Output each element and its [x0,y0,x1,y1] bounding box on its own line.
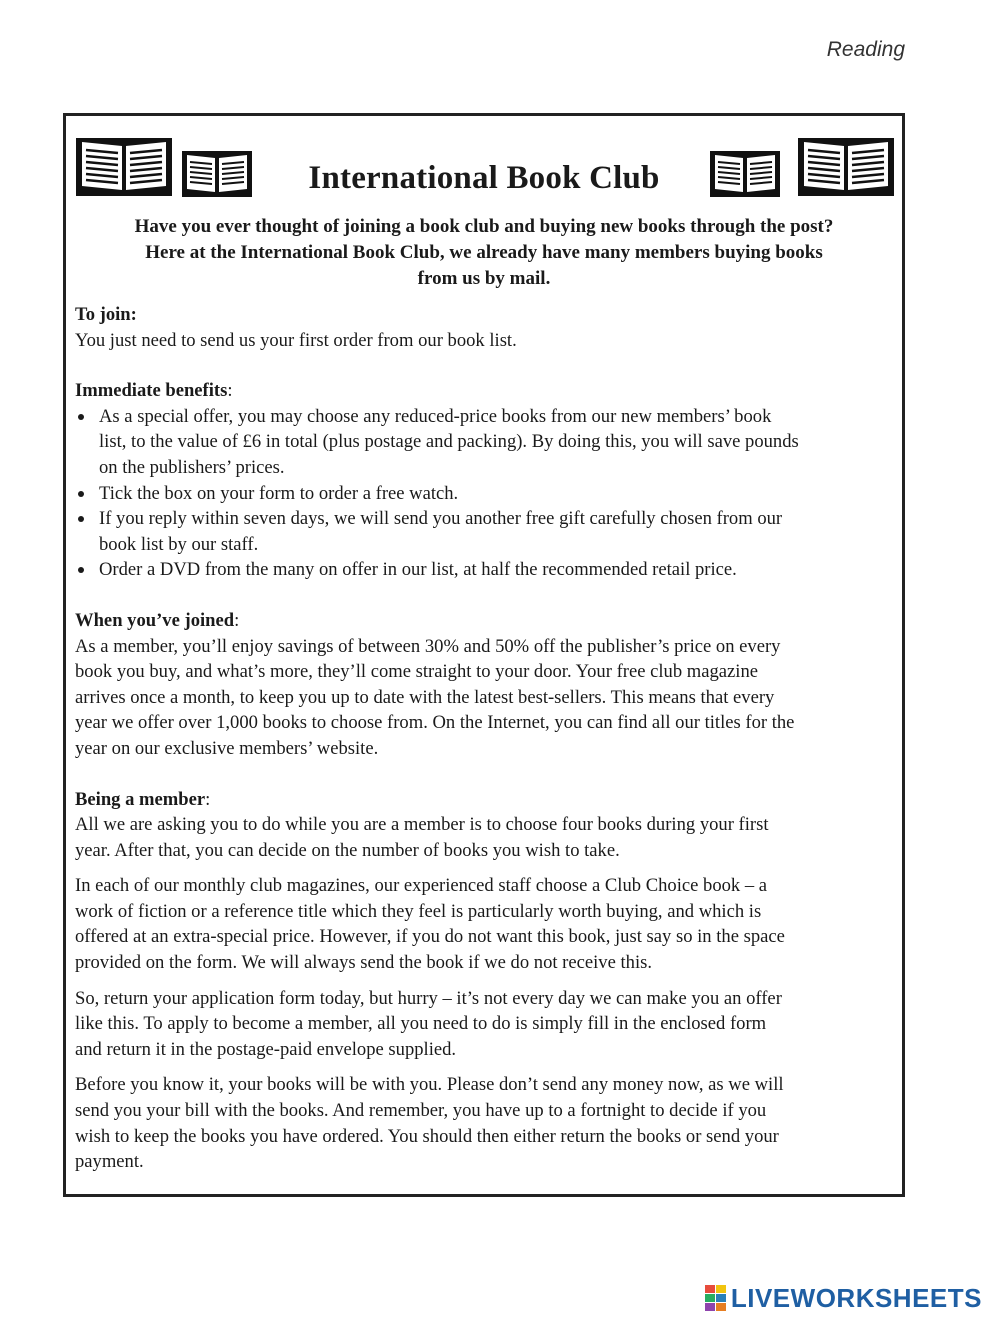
logo-blocks-icon [705,1285,727,1311]
open-book-icon [796,134,896,198]
intro-line: Have you ever thought of joining a book club and buying new books through the post? [134,216,834,237]
to-join-text: You just need to send us your first order from our book list. [75,329,517,351]
benefits-list [75,404,910,583]
title-row [66,134,902,204]
intro-line: Here at the International Book Club, we already have many members buying books [145,242,823,263]
immediate-benefits-heading: Immediate benefits: [75,380,233,402]
when-joined-heading: When you’ve joined: [75,609,240,631]
section-label: Reading [826,38,905,61]
to-join-heading: To join: [75,304,137,325]
member-paragraph: So, return your application form today, but hurry – it’s not every day we can make you an offer like this. To apply to become a member, all you need to do is simply fill in the enclosed form and return it in the postage-paid envelope supplied. [75,987,782,1060]
open-book-icon [709,148,781,198]
brand-text: LIVEWORKSHEETS [730,1282,982,1313]
intro-paragraph [76,214,892,292]
article-body [75,302,910,1175]
intro-line: from us by mail. [417,268,551,289]
list-item: Order a DVD from the many on offer in our list, at half the recommended retail price. [75,557,910,583]
when-joined-text: As a member, you’ll enjoy savings of between 30% and 50% off the publisher’s price on every book you buy, and what’s more, they’ll come straight to your door. Your free club magazine arrives once a month, to keep you up to date with the latest best-sellers. This means that every year we offer over 1,000 books to choose from. On the Internet, you can find all our titles for the year on our exclusive members’ website. [75,635,795,759]
member-paragraph: In each of our monthly club magazines, our experienced staff choose a Club Choice book – a work of fiction or a reference title which they feel is particularly worth buying, and which is offered at an extra-special price. However, if you do not want this book, just say so in the space provided on the form. We will always send the book if we do not receive this. [75,875,785,974]
liveworksheets-logo [705,1283,982,1313]
member-paragraph: All we are asking you to do while you are a member is to choose four books during your first year. After that, you can decide on the number of books you wish to take. [75,814,769,861]
list-item: As a special offer, you may choose any reduced-price books from our new members’ book list, to the value of £6 in total (plus postage and packing). By doing this, you will save pounds on the publishers’ prices. [75,404,910,481]
member-paragraph: Before you know it, your books will be with you. Please don’t send any money now, as we will send you your bill with the books. And remember, you have up to a fortnight to decide if you wish to keep the books you have ordered. You should then either return the books or send your payment. [75,1074,784,1173]
list-item: Tick the box on your form to order a free watch. [75,481,910,507]
list-item: If you reply within seven days, we will send you another free gift carefully chosen from our book list by our staff. [75,506,910,557]
page-title: International Book Club [308,160,660,196]
article-frame [63,113,905,1197]
being-member-heading: Being a member: [75,788,211,810]
